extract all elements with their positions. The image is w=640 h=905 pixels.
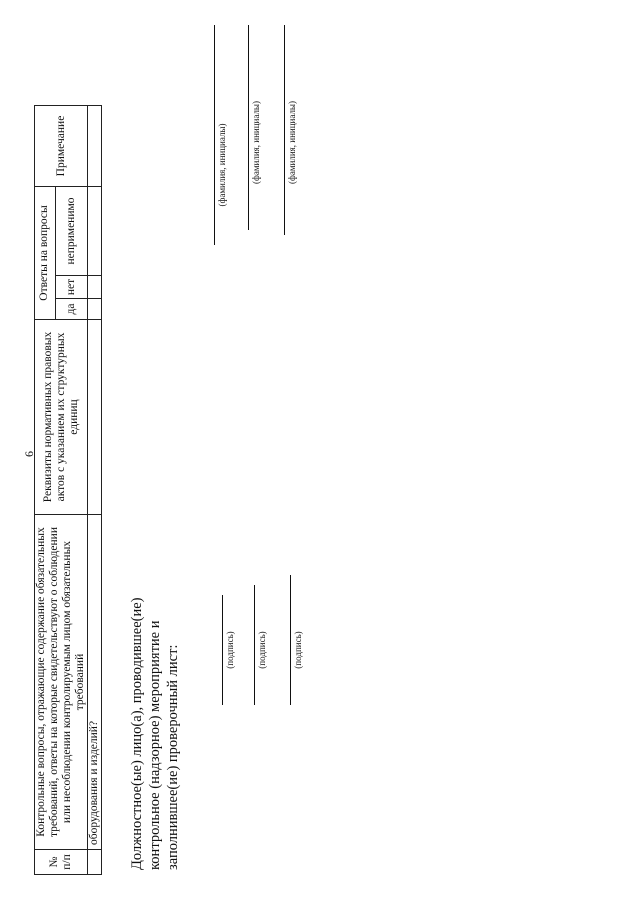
signature-caption-2: (подпись) (257, 631, 267, 669)
header-answers: Ответы на вопросы (35, 187, 56, 320)
signature-line-2 (254, 585, 255, 705)
header-note: Примечание (35, 106, 88, 187)
header-num: № п/п (35, 850, 88, 875)
table-row (88, 106, 102, 875)
name-line-2 (248, 25, 249, 230)
cell-num (88, 850, 102, 875)
officials-intro-text: Должностное(ые) лицо(а), проводившее(ие) контрольное (надзорное) мероприятие и заполнившее(ие) проверочный лист: (129, 597, 181, 870)
name-caption-3: (фамилия, инициалы) (287, 101, 297, 184)
cell-question: оборудования и изделий? (88, 515, 102, 850)
header-yes: да (55, 299, 87, 320)
cell-yes (88, 299, 102, 320)
header-question: Контрольные вопросы, отражающие содержание обязательных требований, ответы на которые свидетельствуют о соблюдении или несоблюдении контролируемым лицом обязательных требований (35, 515, 88, 850)
signature-caption-1: (подпись) (225, 631, 235, 669)
header-na: неприменимо (55, 187, 87, 276)
header-no: нет (55, 276, 87, 299)
signature-line-3 (290, 575, 291, 705)
cell-no (88, 276, 102, 299)
name-line-1 (214, 25, 215, 245)
cell-note (88, 106, 102, 187)
name-caption-2: (фамилия, инициалы) (251, 101, 261, 184)
checklist-table (34, 105, 102, 875)
name-caption-1: (фамилия, инициалы) (217, 123, 227, 207)
signature-line-1 (222, 595, 223, 705)
cell-na (88, 187, 102, 276)
name-line-3 (284, 25, 285, 235)
page-number: 6 (22, 451, 36, 457)
header-requisites: Реквизиты нормативных правовых актов с указанием их структурных единиц (35, 320, 88, 515)
table-header-row (35, 106, 56, 875)
signature-caption-3: (подпись) (293, 631, 303, 669)
cell-requisites (88, 320, 102, 515)
